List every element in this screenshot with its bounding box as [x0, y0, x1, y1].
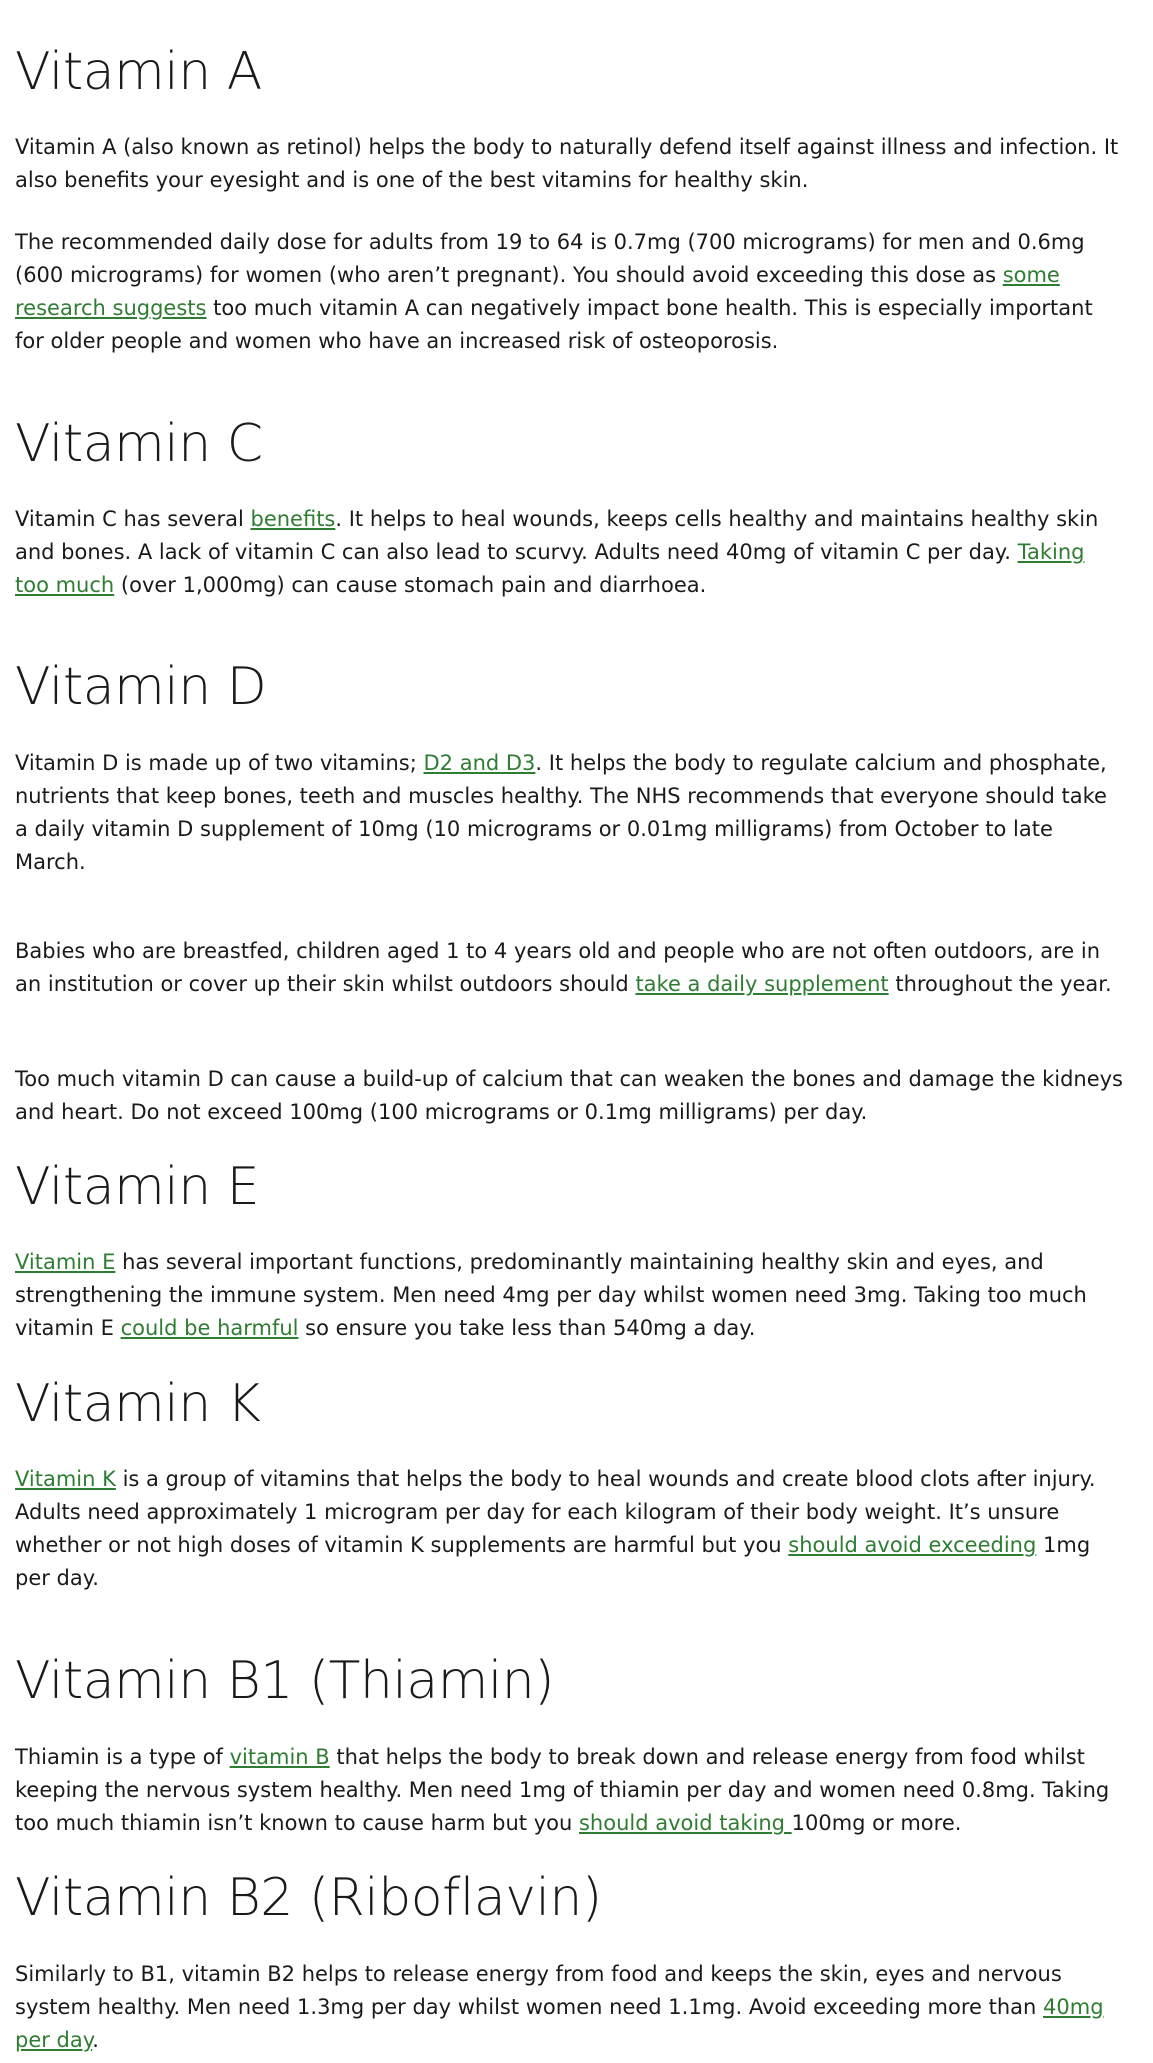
text: 1mg per day. — [15, 1533, 1091, 1590]
paragraph — [15, 935, 1125, 1001]
link-should-avoid-exceeding[interactable]: should avoid exceeding — [788, 1533, 1037, 1557]
text: that helps the body to break down and release energy from food whilst keeping the nervous system healthy. Men need 1mg of thiamin per day and women need 0.8mg. Taking too much thiamin isn’t known to cause harm but you — [15, 1745, 1110, 1835]
section-title-vitamin-b2: Vitamin B2 (Riboflavin) — [15, 1868, 602, 1928]
text: Vitamin D is made up of two vitamins; — [15, 751, 424, 775]
link-40mg-per-day[interactable]: 40mg per day — [15, 1995, 1104, 2052]
text: . It helps to heal wounds, keeps cells healthy and maintains healthy skin and bones. A lack of vitamin C can also lead to scurvy. Adults need 40mg of vitamin C per day. — [15, 507, 1099, 564]
link-d2-and-d3[interactable]: D2 and D3 — [423, 751, 536, 775]
link-taking-too-much[interactable]: Taking too much — [15, 540, 1085, 597]
paragraph — [15, 131, 1125, 197]
text: Similarly to B1, vitamin B2 helps to release energy from food and keeps the skin, eyes and nervous system healthy. Men need 1.3mg per day whilst women need 1.1mg. Avoid exceeding more than — [15, 1962, 1062, 2019]
text: . It helps the body to regulate calcium and phosphate, nutrients that keep bones, teeth and muscles healthy. The NHS recommends that everyone should take a daily vitamin D supplement of 10mg (10 micrograms or 0.01mg milligrams) from October to late March. — [15, 751, 1107, 874]
link-some-research-suggests[interactable]: some research suggests — [15, 263, 1060, 320]
paragraph — [15, 1463, 1125, 1595]
section-title-vitamin-d: Vitamin D — [15, 657, 267, 717]
link-benefits[interactable]: benefits — [250, 507, 336, 531]
text: Thiamin is a type of — [15, 1745, 230, 1769]
section-title-vitamin-a: Vitamin A — [15, 42, 262, 102]
link-should-avoid-taking[interactable]: should avoid taking — [578, 1811, 792, 1835]
paragraph — [15, 1741, 1125, 1840]
section-title-vitamin-k: Vitamin K — [15, 1374, 261, 1434]
link-vitamin-e[interactable]: Vitamin E — [15, 1250, 116, 1274]
paragraph — [15, 1063, 1125, 1129]
link-vitamin-b[interactable]: vitamin B — [229, 1745, 330, 1769]
text: (over 1,000mg) can cause stomach pain and diarrhoea. — [114, 573, 707, 597]
text: Babies who are breastfed, children aged 1 to 4 years old and people who are not often outdoors, are in an institution or cover up their skin whilst outdoors should — [15, 939, 1101, 996]
text: 100mg or more. — [791, 1811, 962, 1835]
text: Too much vitamin D can cause a build-up of calcium that can weaken the bones and damage the kidneys and heart. Do not exceed 100mg (100 micrograms or 0.1mg milligrams) per day. — [15, 1067, 1123, 1124]
text: The recommended daily dose for adults from 19 to 64 is 0.7mg (700 micrograms) for men and 0.6mg (600 micrograms) for women (who aren’t pregnant). You should avoid exceeding this dose as — [15, 230, 1085, 287]
link-vitamin-k[interactable]: Vitamin K — [15, 1467, 116, 1491]
section-title-vitamin-b1: Vitamin B1 (Thiamin) — [15, 1651, 555, 1711]
text: too much vitamin A can negatively impact bone health. This is especially important for older people and women who have an increased risk of osteoporosis. — [15, 296, 1093, 353]
section-title-vitamin-c: Vitamin C — [15, 414, 263, 474]
link-take-a-daily-supplement[interactable]: take a daily supplement — [635, 972, 889, 996]
link-could-be-harmful[interactable]: could be harmful — [120, 1316, 299, 1340]
text: so ensure you take less than 540mg a day. — [298, 1316, 756, 1340]
text: Vitamin A (also known as retinol) helps the body to naturally defend itself against illness and infection. It also benefits your eyesight and is one of the best vitamins for healthy skin. — [15, 135, 1119, 192]
paragraph — [15, 503, 1125, 602]
paragraph — [15, 747, 1125, 879]
text: throughout the year. — [888, 972, 1112, 996]
paragraph — [15, 226, 1125, 358]
text: is a group of vitamins that helps the body to heal wounds and create blood clots after injury. Adults need approximately 1 microgram per day for each kilogram of their body weight. It’s unsure whether or not high doses of vitamin K supplements are harmful but you — [15, 1467, 1096, 1557]
text: . — [92, 2028, 99, 2052]
text: Vitamin C has several — [15, 507, 251, 531]
paragraph — [15, 1958, 1125, 2057]
section-title-vitamin-e: Vitamin E — [15, 1157, 260, 1217]
text: has several important functions, predominantly maintaining healthy skin and eyes, and strengthening the immune system. Men need 4mg per day whilst women need 3mg. Taking too much vitamin E — [15, 1250, 1087, 1340]
paragraph — [15, 1246, 1125, 1345]
